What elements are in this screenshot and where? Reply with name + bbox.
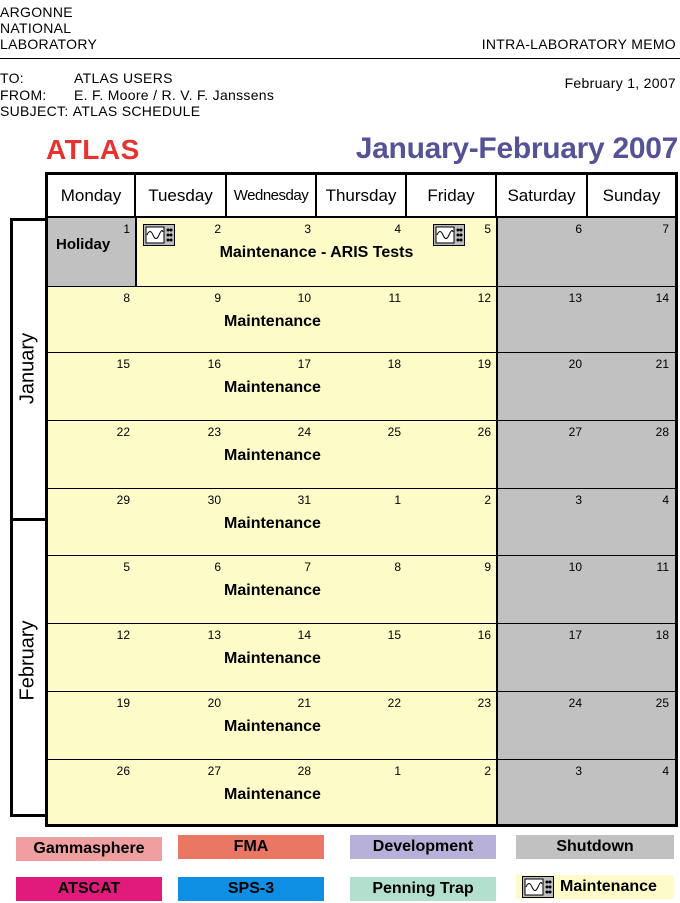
date-number: 26 [477,425,491,439]
date-number: 24 [568,696,582,710]
day-header-sunday: Sunday [588,175,675,218]
legend-item-shutdown [516,835,674,859]
date-number: 4 [662,493,669,507]
activity-label: Maintenance [224,582,321,599]
date-number: 15 [387,628,401,642]
date-number: 25 [387,425,401,439]
subject-value: ATLAS SCHEDULE [72,103,201,119]
date-number: 1 [394,764,401,778]
date-number: 6 [575,222,582,236]
legend-item-development [350,835,496,859]
memo-type: INTRA-LABORATORY MEMO [481,36,676,52]
legend-item-fma [178,835,324,859]
date-number: 23 [477,696,491,710]
date-number: 13 [568,291,582,305]
activity-label: Maintenance [224,786,321,803]
date-number: 30 [207,493,221,507]
date-number: 16 [477,628,491,642]
org-line: ARGONNE [0,4,73,20]
date-number: 28 [297,764,311,778]
calendar-border [45,172,678,827]
date-number: 11 [656,560,669,574]
date-number: 7 [662,222,669,236]
date-number: 25 [655,696,669,710]
date-number: 11 [388,291,401,305]
date-number: 14 [297,628,311,642]
date-number: 20 [207,696,221,710]
oscilloscope-icon [522,876,554,898]
legend-label: SPS-3 [227,880,275,897]
date-number: 19 [116,696,130,710]
date-number: 28 [655,425,669,439]
date-number: 6 [214,560,221,574]
date-number: 10 [297,291,311,305]
date-number: 5 [123,560,130,574]
day-header-monday: Monday [48,175,136,218]
date-number: 29 [116,493,130,507]
date-number: 14 [655,291,669,305]
period-title: January-February 2007 [355,132,678,165]
date-number: 19 [477,357,491,371]
activity-label: Maintenance [224,447,321,464]
date-number: 18 [387,357,401,371]
date-number: 22 [387,696,401,710]
memo-date: February 1, 2007 [564,75,676,91]
date-number: 26 [116,764,130,778]
org-line: NATIONAL [0,20,72,36]
legend-label: FMA [233,838,269,855]
holiday-label: Holiday [56,236,111,253]
date-number: 17 [297,357,311,371]
legend-label: Gammasphere [33,840,145,857]
facility-title: ATLAS [46,134,140,165]
date-number: 18 [655,628,669,642]
to-value: ATLAS USERS [74,70,173,86]
date-number: 21 [297,696,311,710]
date-number: 22 [116,425,130,439]
date-number: 10 [568,560,582,574]
day-header-tuesday: Tuesday [136,175,227,218]
date-number: 1 [394,493,401,507]
date-number: 4 [394,222,401,236]
date-number: 27 [207,764,221,778]
date-number: 4 [662,764,669,778]
day-header-wednesday: Wednesday [227,175,317,218]
date-number: 5 [484,222,491,236]
date-number: 15 [116,357,130,371]
legend-label: Development [372,838,474,855]
date-number: 31 [297,493,311,507]
legend-item-atscat [16,877,162,901]
date-number: 24 [297,425,311,439]
day-header-thursday: Thursday [317,175,407,218]
date-number: 9 [484,560,491,574]
date-number: 16 [207,357,221,371]
day-header-saturday: Saturday [497,175,588,218]
date-number: 23 [207,425,221,439]
date-number: 3 [575,493,582,507]
date-number: 20 [568,357,582,371]
activity-label: Maintenance [224,313,321,330]
legend-item-gammasphere [16,837,162,861]
legend-label: ATSCAT [57,880,121,897]
date-number: 13 [207,628,221,642]
legend-item-sps-3 [178,877,324,901]
date-number: 12 [477,291,491,305]
date-number: 21 [655,357,669,371]
activity-label: Maintenance [224,515,321,532]
date-number: 12 [116,628,130,642]
from-value: E. F. Moore / R. V. F. Janssens [74,87,275,103]
day-header-friday: Friday [407,175,497,218]
legend-label: Maintenance [560,878,657,895]
date-number: 9 [214,291,221,305]
date-number: 2 [214,222,221,236]
legend-item-penning-trap [350,877,496,901]
subject-label: SUBJECT: [0,103,69,119]
date-number: 7 [304,560,311,574]
date-number: 2 [484,764,491,778]
to-label: TO: [0,70,24,86]
legend-label: Shutdown [556,838,634,855]
date-number: 8 [394,560,401,574]
date-number: 3 [304,222,311,236]
activity-label: Maintenance [224,718,321,735]
month-label: January [16,332,39,405]
org-line: LABORATORY [0,36,98,52]
legend-label: Penning Trap [372,880,474,897]
date-number: 27 [568,425,582,439]
date-number: 17 [568,628,582,642]
date-number: 3 [575,764,582,778]
legend-item-maintenance [516,875,674,899]
date-number: 8 [123,291,130,305]
activity-label: Maintenance [224,379,321,396]
activity-label: Maintenance [224,650,321,667]
activity-label: Maintenance - ARIS Tests [219,244,414,261]
month-label: February [16,620,39,701]
from-label: FROM: [0,87,47,103]
date-number: 2 [484,493,491,507]
date-number: 1 [123,222,130,236]
